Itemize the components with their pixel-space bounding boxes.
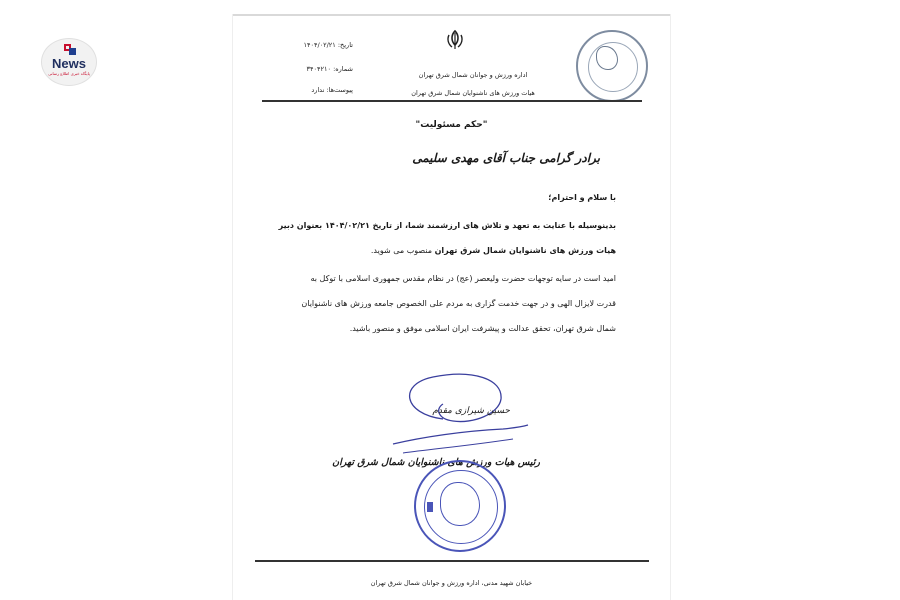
body-line-1: بدینوسیله با عنایت به تعهد و تلاش های ارزشمند شما، از تاریخ ۱۴۰۴/۰۲/۲۱ بعنوان دبیر	[278, 221, 616, 230]
number-field: شماره: ۳۴۰۴۲۱۰	[306, 65, 353, 73]
letter-page	[232, 14, 671, 600]
national-emblem-icon	[444, 29, 466, 51]
body-line-2-bold: هیات ورزش های ناشنوایان شمال شرق تهران	[434, 246, 616, 255]
letter-title: "حکم مسئولیت"	[415, 120, 488, 130]
org-name-ministry: اداره ورزش و جوانان شمال شرق تهران	[418, 71, 528, 79]
signatory-name: حسین شیرازی مقدم	[432, 406, 510, 416]
official-stamp-icon	[414, 460, 506, 552]
header-divider	[262, 100, 642, 102]
logo-mark-icon	[64, 44, 76, 55]
logo-word: News	[52, 56, 86, 71]
body-line-5: شمال شرق تهران، تحقق عدالت و پیشرفت ایران اسلامی موفق و منصور باشید.	[349, 324, 616, 333]
body-line-2-rest: منصوب می شوید.	[370, 246, 435, 255]
signatory-title: رئیس هیات ورزش های ناشنوایان شمال شرق تهران	[332, 457, 540, 468]
page-top-edge	[233, 14, 670, 16]
body-line-4: قدرت لایزال الهی و در جهت خدمت گزاری به مردم علی الخصوص جامعه ورزش های ناشنوایان	[301, 299, 616, 308]
logo-tagline: پایگاه خبری اطلاع رسانی	[48, 71, 90, 76]
org-name-board: هیات ورزش های ناشنوایان شمال شرق تهران	[411, 89, 535, 97]
body-line-2	[371, 246, 616, 255]
footer-divider	[255, 560, 649, 562]
greeting: با سلام و احترام؛	[548, 193, 616, 202]
footer-address: خیابان شهید مدنی، اداره ورزش و جوانان شمال شرق تهران	[370, 579, 533, 587]
attachment-field: پیوست‌ها: ندارد	[311, 86, 353, 94]
date-field: تاریخ: ۱۴۰۴/۰۲/۲۱	[303, 41, 353, 49]
addressee: برادر گرامی جناب آقای مهدی سلیمی	[412, 151, 600, 165]
site-logo	[41, 38, 97, 86]
organization-seal-icon	[576, 30, 648, 102]
body-line-3: امید است در سایه توجهات حضرت ولیعصر (عج) در نظام مقدس جمهوری اسلامی با توکل به	[310, 274, 616, 283]
